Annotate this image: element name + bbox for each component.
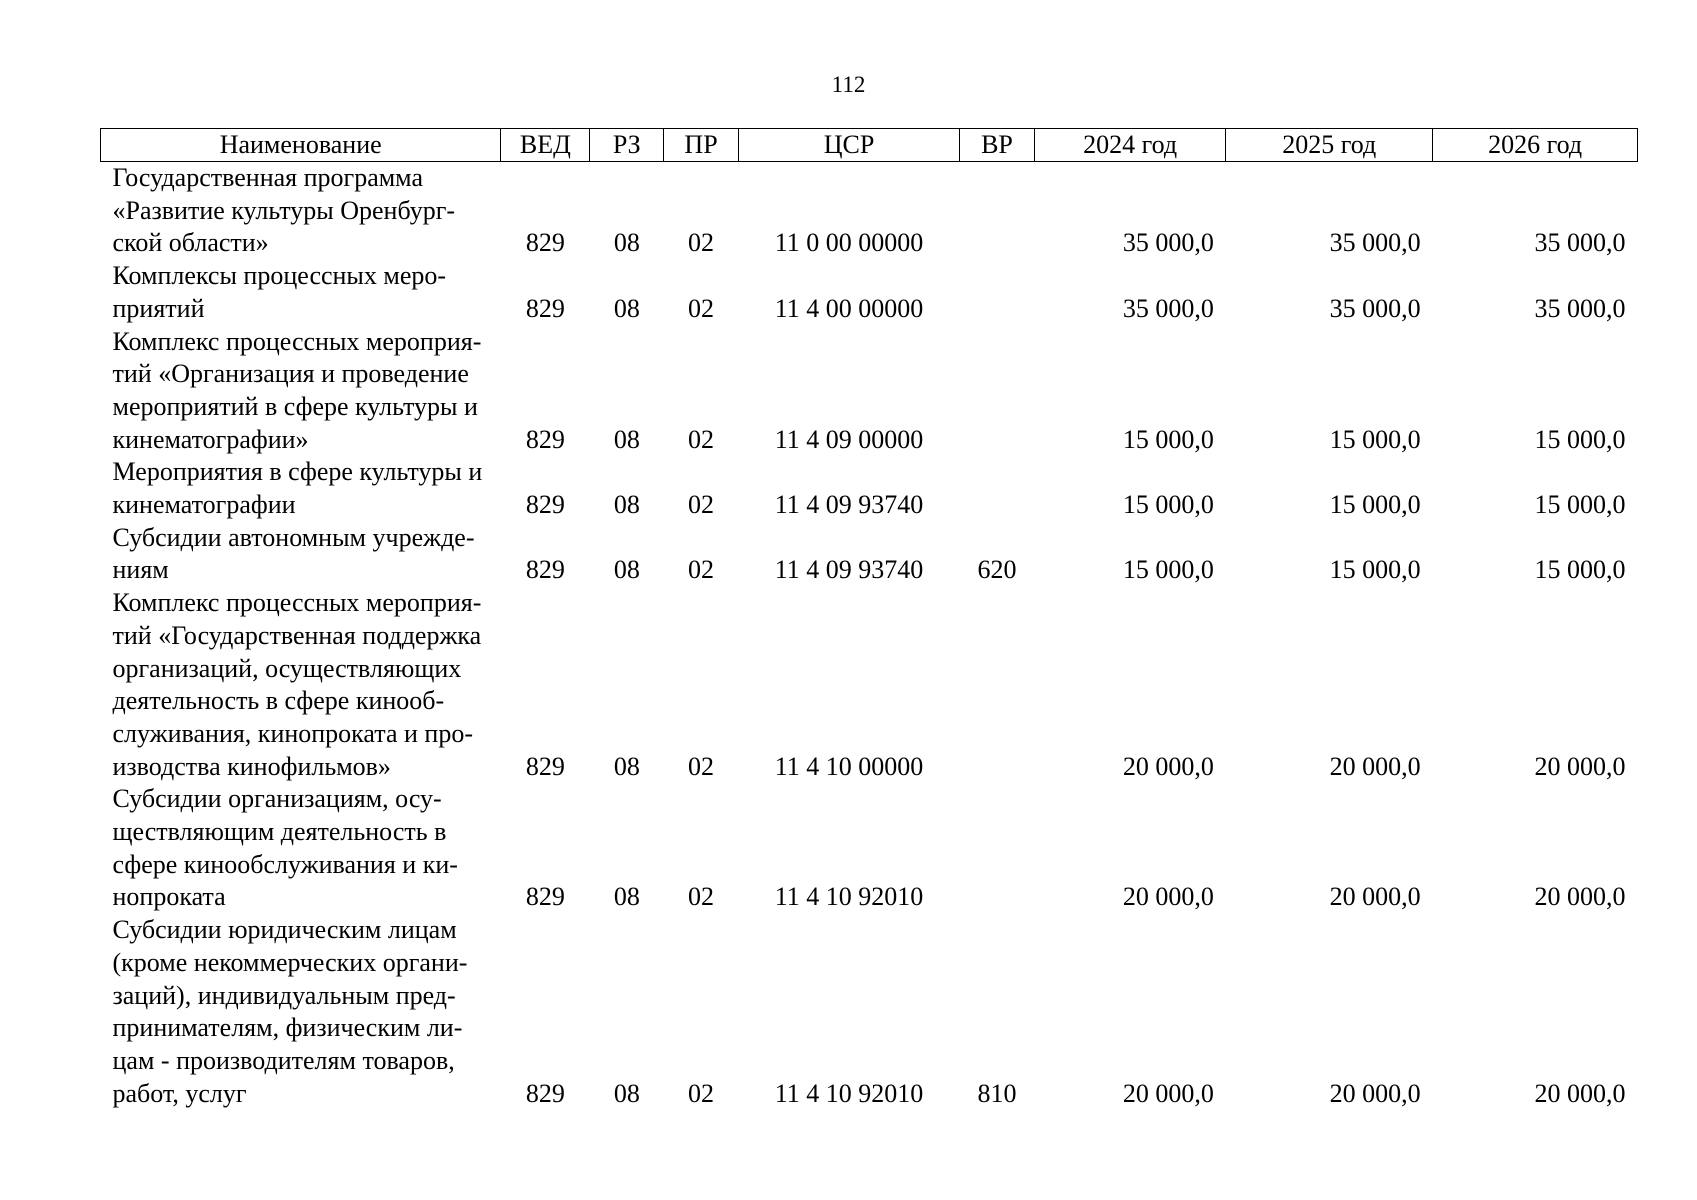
- row-csr: 11 4 10 00000: [774, 751, 924, 781]
- row-2025: 20 000,0: [1329, 1078, 1421, 1108]
- row-vr: 620: [977, 555, 1017, 585]
- row-vr: [960, 783, 1035, 914]
- row-vr: [960, 260, 1035, 325]
- header-2024: 2024 год: [1034, 129, 1225, 162]
- row-csr: 11 4 10 92010: [774, 1078, 924, 1108]
- row-name: Комплекс процессных мероприя- тий «Организация и проведение мероприятий в сфере культуры и кинематографии»: [112, 326, 482, 454]
- header-pr: ПР: [664, 129, 739, 162]
- row-2024: 20 000,0: [1122, 1078, 1214, 1108]
- row-2026: 15 000,0: [1534, 424, 1626, 454]
- row-name: Субсидии автономным учрежде- ниям: [112, 522, 475, 585]
- row-2025: 20 000,0: [1329, 751, 1421, 781]
- row-csr: 11 4 09 00000: [774, 424, 924, 454]
- row-rz: 08: [613, 490, 640, 520]
- row-name: Государственная программа «Развитие культуры Оренбург- ской области»: [112, 163, 456, 258]
- header-ved: ВЕД: [501, 129, 590, 162]
- row-csr: 11 4 09 93740: [774, 490, 924, 520]
- row-ved: 829: [525, 228, 565, 258]
- page-number: 112: [831, 72, 866, 97]
- row-csr: 11 4 00 00000: [774, 293, 924, 323]
- row-vr: [960, 587, 1035, 783]
- table-row: [101, 914, 1638, 1110]
- row-2024: 15 000,0: [1122, 490, 1214, 520]
- row-2026: 35 000,0: [1534, 228, 1626, 258]
- row-2025: 15 000,0: [1329, 555, 1421, 585]
- row-rz: 08: [613, 555, 640, 585]
- row-2025: 35 000,0: [1329, 293, 1421, 323]
- table-row: [101, 587, 1638, 783]
- row-name: Мероприятия в сфере культуры и кинематографии: [112, 457, 483, 520]
- row-2024: 35 000,0: [1122, 293, 1214, 323]
- row-rz: 08: [613, 751, 640, 781]
- row-vr: [960, 162, 1035, 261]
- table-row: [101, 783, 1638, 914]
- row-pr: 02: [688, 228, 715, 258]
- row-pr: 02: [688, 490, 715, 520]
- row-rz: 08: [613, 424, 640, 454]
- row-ved: 829: [525, 293, 565, 323]
- row-2024: 35 000,0: [1122, 228, 1214, 258]
- row-rz: 08: [613, 1078, 640, 1108]
- row-2026: 20 000,0: [1534, 882, 1626, 912]
- row-csr: 11 0 00 00000: [774, 228, 924, 258]
- row-vr: 810: [977, 1078, 1017, 1108]
- header-csr: ЦСР: [738, 129, 959, 162]
- row-2025: 15 000,0: [1329, 424, 1421, 454]
- row-ved: 829: [525, 424, 565, 454]
- row-2024: 15 000,0: [1122, 555, 1214, 585]
- row-pr: 02: [688, 751, 715, 781]
- row-pr: 02: [688, 882, 715, 912]
- row-2026: 15 000,0: [1534, 490, 1626, 520]
- row-2026: 20 000,0: [1534, 1078, 1626, 1108]
- row-rz: 08: [613, 293, 640, 323]
- row-vr: [960, 456, 1035, 521]
- row-name: Комплексы процессных меро- приятий: [112, 261, 447, 323]
- row-csr: 11 4 09 93740: [774, 555, 924, 585]
- table-row: [101, 522, 1638, 587]
- row-2025: 15 000,0: [1329, 490, 1421, 520]
- row-name: Субсидии организациям, осу- ществляющим деятельность в сфере кинообслуживания и ки- нопроката: [112, 784, 458, 912]
- row-pr: 02: [688, 293, 715, 323]
- table-row: [101, 326, 1638, 457]
- row-ved: 829: [525, 1078, 565, 1108]
- row-ved: 829: [525, 555, 565, 585]
- row-pr: 02: [688, 555, 715, 585]
- table-row: [101, 456, 1638, 521]
- row-rz: 08: [613, 228, 640, 258]
- budget-table: [100, 128, 1638, 1110]
- row-pr: 02: [688, 424, 715, 454]
- row-csr: 11 4 10 92010: [774, 882, 924, 912]
- header-2025: 2025 год: [1226, 129, 1433, 162]
- row-2025: 20 000,0: [1329, 882, 1421, 912]
- row-vr: [960, 326, 1035, 457]
- row-ved: 829: [525, 490, 565, 520]
- row-pr: 02: [688, 1078, 715, 1108]
- row-2026: 15 000,0: [1534, 555, 1626, 585]
- table-row: [101, 260, 1638, 325]
- row-name: Субсидии юридическим лицам (кроме некоммерческих органи- заций), индивидуальным пред- принимателям, физическим ли- цам - производителям товаров, работ, услуг: [112, 915, 468, 1108]
- header-2026: 2026 год: [1433, 129, 1638, 162]
- row-2025: 35 000,0: [1329, 228, 1421, 258]
- table-header-row: [101, 129, 1638, 162]
- row-ved: 829: [525, 751, 565, 781]
- header-name: Наименование: [101, 129, 501, 162]
- row-2026: 35 000,0: [1534, 293, 1626, 323]
- row-2024: 20 000,0: [1122, 882, 1214, 912]
- table-row: [101, 162, 1638, 261]
- row-2026: 20 000,0: [1534, 751, 1626, 781]
- row-ved: 829: [525, 882, 565, 912]
- header-vr: ВР: [960, 129, 1035, 162]
- row-name: Комплекс процессных мероприя- тий «Государственная поддержка организаций, осуществляющих деятельность в сфере кинооб- служивания, кинопроката и про- изводства кинофильмов»: [112, 588, 482, 781]
- row-2024: 20 000,0: [1122, 751, 1214, 781]
- row-rz: 08: [613, 882, 640, 912]
- row-2024: 15 000,0: [1122, 424, 1214, 454]
- header-rz: РЗ: [590, 129, 664, 162]
